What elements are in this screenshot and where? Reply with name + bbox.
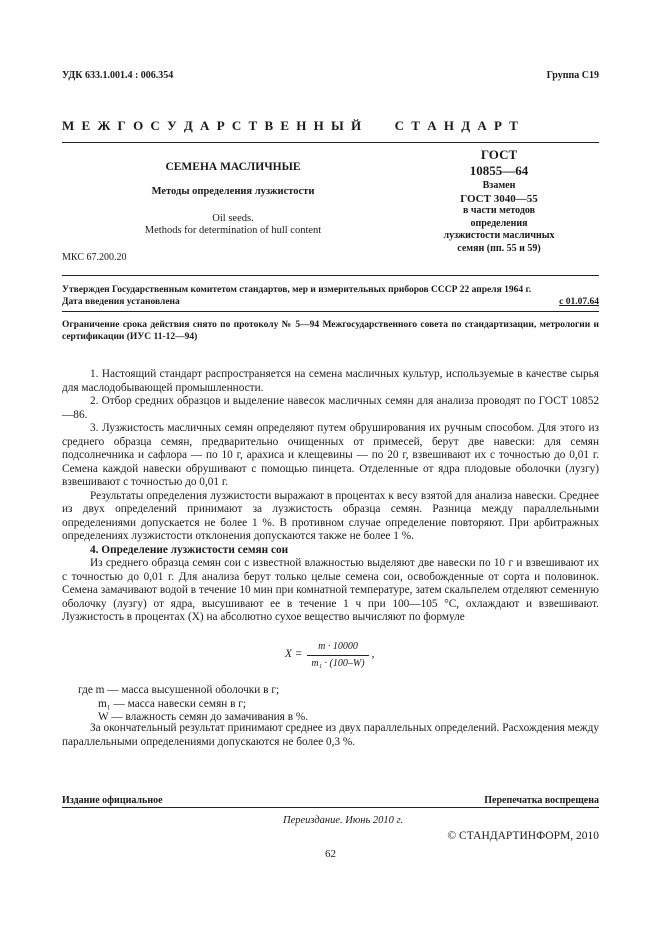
- where-line-2: m₁ — масса навески семян в г;: [98, 697, 247, 710]
- formula-tail: ,: [371, 648, 375, 661]
- doc-subtitle: Методы определения лузжистости: [151, 186, 315, 197]
- udk-code: УДК 633.1.001.4 : 006.354: [62, 70, 174, 81]
- banner-rule: [62, 142, 599, 143]
- formula-fraction: [307, 640, 368, 670]
- where-line-3: W — влажность семян до замачивания в %.: [98, 711, 309, 723]
- gost-label: ГОСТ: [480, 147, 518, 162]
- final-paragraph-block: [62, 722, 599, 749]
- replaces-line-5: лузжистости масличных: [443, 230, 555, 241]
- formula-numerator: m · 10000: [318, 641, 358, 652]
- gost-number: 10855—64: [469, 163, 529, 178]
- gost-block: [420, 147, 578, 255]
- replaces-line-1: Взамен: [482, 180, 516, 191]
- replaces-note: [420, 180, 578, 255]
- para-5: Из среднего образца семян сои с известной влажностью выделяют две навески по 10 г и взвешивают их с точностью до 0,01 г. Для анализа берут только целые семена сои, освобожденные от сорта и половинок. Семена замачивают водой в течение 10 мин при комнатной температуре, затем скальпелем отделяют семенную оболочку (лузгу) от ядра, высушивают ее в течение 1 ч при 100—105 °С, охлаждают и взвешивают. Лузжистость в процентах (X) на абсолютно сухое вещество вычисляют по формуле: [62, 557, 599, 623]
- title-rule: [62, 275, 599, 276]
- reprint-notice: Перепечатка воспрещена: [484, 795, 599, 806]
- doc-en-title: Oil seeds.: [212, 213, 254, 224]
- effective-date-value: с 01.07.64: [559, 297, 599, 307]
- body-text: [62, 368, 599, 625]
- reissue-note: Переиздание. Июнь 2010 г.: [283, 815, 404, 826]
- page-number: 62: [325, 848, 336, 860]
- replaces-line-2: ГОСТ 3040—55: [460, 192, 538, 205]
- effective-date-label: Дата введения установлена: [62, 297, 180, 307]
- formula-denominator: m₁ · (100–W): [307, 655, 368, 671]
- official-edition: Издание официальное: [62, 795, 163, 806]
- where-line-1: где m — масса высушенной оболочки в г;: [78, 684, 280, 696]
- para-4: Результаты определения лузжистости выражают в процентах к весу взятой для анализа навески. Среднее из двух определений принимают за лузжистость образца семян. Разница между параллельными определениями допускается не более 1 %. В противном случае определение повторяют. При арбитражных определениях лузжистости отклонения допускаются также не более 1 %.: [62, 489, 599, 542]
- standard-banner: М Е Ж Г О С У Д А Р С Т В Е Н Н Ы Й С Т А Н Д А Р Т: [62, 118, 520, 133]
- copyright: © СТАНДАРТИНФОРМ, 2010: [447, 830, 599, 842]
- para-2: 2. Отбор средних образцов и выделение навесок масличных семян для анализа проводят по ГОСТ 10852—86.: [62, 395, 599, 421]
- para-3: 3. Лузжистость масличных семян определяют путем обруширования их ручным способом. Для этого из среднего образца семян, предварительно очищенных от примесей, берут две навески: для семян подсолнечника и сафлора — по 10 г, арахиса и клещевины — по 20 г, взвешивают их с точностью до 0,01 г. Семена каждой навески обрушивают с помощью пинцета. Отделенные от ядра плодовые оболочки (лузгу) взвешивают с точностью до 0,01 г.: [62, 422, 599, 488]
- approval-rule: [62, 311, 599, 312]
- para-6: За окончательный результат принимают среднее из двух параллельных определений. Расхождения между параллельными определениями допускаются не более 0,3 %.: [62, 722, 599, 748]
- approval-line: Утвержден Государственным комитетом стандартов, мер и измерительных приборов СССР 22 апреля 1964 г.: [62, 285, 532, 295]
- doc-title: СЕМЕНА МАСЛИЧНЫЕ: [165, 161, 301, 173]
- section-4-heading: 4. Определение лузжистости семян сои: [90, 543, 289, 556]
- formula: [285, 640, 374, 670]
- mks-code: МКС 67.200.20: [62, 252, 127, 263]
- para-1: 1. Настоящий стандарт распространяется на семена масличных культур, используемые в качестве сырья для маслодобывающей промышленности.: [62, 368, 599, 394]
- doc-en-subtitle: Methods for determination of hull content: [144, 225, 322, 236]
- replaces-line-6: семян (пп. 55 и 59): [457, 242, 541, 254]
- title-left-block: [62, 161, 404, 236]
- group-code: Группа С19: [546, 70, 599, 81]
- effective-date-row: [62, 296, 599, 308]
- formula-lhs: X =: [285, 648, 303, 661]
- replaces-line-4: определения: [470, 217, 528, 229]
- approval-block: [62, 284, 599, 308]
- footer-rule: [62, 807, 599, 808]
- where-block: [78, 684, 308, 725]
- replaces-line-3: в части методов: [462, 205, 536, 216]
- limit-note: Ограничение срока действия снято по протоколу № 5—94 Межгосударственного совета по стандартизации, метрологии и сертификации (ИУС 11-12—94): [62, 320, 599, 342]
